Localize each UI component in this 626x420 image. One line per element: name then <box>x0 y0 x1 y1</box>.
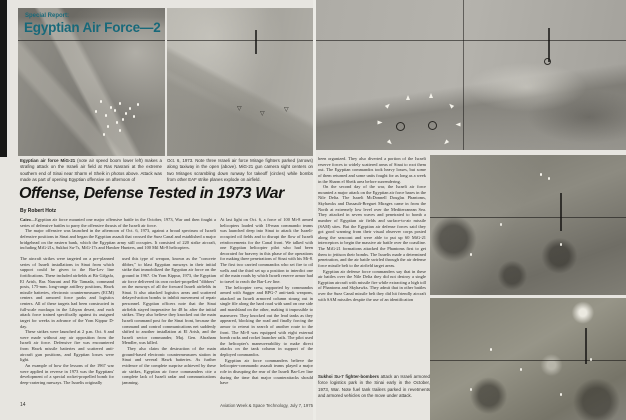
text-column-4 <box>318 156 426 370</box>
caption-lead-in: Egyptian air force MiG-21 <box>20 158 76 163</box>
paragraph: An example of how the lessons of the 1967 war were applied in reverse in 1973 was the Egyptians' development of a special rocket-propelled bomb for deep-cratering runways. The Israelis originally <box>20 362 114 385</box>
caption-text: (note air speed boom lower left) makes a strafing attack on the Israeli air field at Ras Nasrani at the extreme southern end of Sinai near Sharm el Sheik in photos above. Attack was made as part of opening Egyptian offensive on afternoon of <box>20 158 162 182</box>
arrow-marker-icon <box>429 93 433 98</box>
photo-mirages-parked <box>167 8 313 156</box>
light-specks <box>490 348 492 351</box>
lead-paragraphs <box>20 217 216 254</box>
circle-marker-icon <box>544 58 551 65</box>
photo-guncamera-scramble <box>316 0 626 150</box>
series-title: Egyptian Air Force—2 <box>24 20 161 35</box>
journal-footer: Aviation Week & Space Technology, July 7, 1975 <box>220 403 313 408</box>
paragraph: The major offensive was launched in the afternoon of Oct. 6, 1973, against a broad spectrum of Israeli defensive positions in Sinai and began the Egyptian assault that crossed the Suez Canal and established a major bridgehead on the eastern bank, which the Egyptian army still occupies. It consisted of 220 strike aircraft, including MiG-21s, Sukhoi Su-7s, MiG-17s and Hawker Hunters, and 100 Mil Mi-8 helicopters. <box>20 228 216 251</box>
tracer-specks <box>110 106 112 109</box>
kicker: Special Report: <box>25 13 70 19</box>
page-number: 14 <box>20 402 26 408</box>
caption-mig21-continued: Oct. 6, 1973. Note three Israeli air force Mirage fighters parked (arrows) along taxiway in the open (above). MiG-21 gun camera sight centers on two Mirages scrambling down runway for takeoff (circles) while bombs from other EAF strike planes explode on airfield. <box>167 158 313 182</box>
arrow-marker-icon <box>387 139 393 145</box>
reticle-tick <box>548 28 550 62</box>
paragraph: used this type of weapon, known as the "concrete dibber," to blast Egyptian runways in their initial strike that immobilized the Egyptian air force on the ground in 1967. On Yom Kippur, 1973, the Egyptian air force delivered its own rocket-propelled "dibbers" on the runways of all the forward Israeli airfields in Sinai. It also attacked logistics areas and scattered delayed-action bombs to inhibit movement of repair personnel. Egyptian officers note that the Sinai airfields stayed inoperative for 48 hr. after the initial strikes. They also believe they knocked out the main Israeli command post for the Sinai front, because the command and control communications net suddenly shifted to another installation at El Arish, and the Israeli sector commander, Maj. Gen. Abraham Mendler, was killed. <box>122 256 216 346</box>
paragraph: been organized. They also diverted a portion of the Israeli reserve forces to widely scattered areas of Sinai to root them out. The Egyptian commandos took heavy losses, but some of them returned and some units fought for as long as a week in the Sharm el Sheik area before surrendering. <box>318 156 426 184</box>
paragraph: The helicopter crew, supported by commandos armed with Sagger and RPG-7 anti-tank weapons, attacked an Israeli armored column strung out in single file along the hard road with sand on one side and marshland on the other, making it impossible to maneuver. They knocked out the lead tanks as they appeared, blocking the road and finally forcing the armor to retreat in search of another route to the front. The Mi-8 was equipped with eight external bomb racks and rocket launcher rails. The pilot used the helicopter's maneuverability to make direct attacks on the tank column in support of the deployed commandos. <box>220 284 313 357</box>
arrow-marker-icon: ▽ <box>260 110 265 117</box>
paragraph: They also claim the destruction of the main ground-based electronic countermeasures station in Sinai and several Hawk batteries. As further evidence of the complete surprise achieved by these air strikes, Egyptian air force commanders cite a complete lack of Israeli radar and communications jamming. <box>122 346 216 385</box>
caption-mig21 <box>20 158 162 184</box>
byline: By Robert Hotz <box>20 208 57 214</box>
reticle-line <box>316 40 626 41</box>
reticle-line <box>430 217 626 218</box>
reticle-line <box>430 360 626 361</box>
arrow-marker-icon <box>443 139 449 145</box>
reticle-tick <box>560 193 562 231</box>
arrow-marker-icon: ▽ <box>237 105 242 112</box>
arrow-marker-icon <box>456 123 461 127</box>
text-column-1 <box>20 256 114 400</box>
paragraph: Egyptian air defense force commanders say that in these air battles over the Nile Delta they did not destroy a single Egyptian aircraft with missile fire while extracting a high toll of Phantoms and Skyhawks. They admit that in other battles over the Suez Canal missile belt they did hit friendly aircraft with SAM missiles despite the use of an identification <box>318 268 426 302</box>
arrow-marker-icon <box>385 102 391 108</box>
light-specks <box>540 173 542 176</box>
paragraph: The aircraft strikes were targeted on a pre-planned series of Israeli installations in Sinai from which support could be given to the Bar-Lev line fortifications. These included airfields at Bir Gifgafa, El Arish, Ras Nasrani and Bir Tamada, command posts, 175-mm. long-range artillery positions, Hawk missile batteries, electronic countermeasures (ECM) centers and armored force parks and logistics centers. All of these targets had been constructed in full-scale mockups in the Libyan desert, and each attack force trained specifically against its assigned target for weeks in advance of the Yom Kippur D-day. <box>20 256 114 329</box>
paragraph <box>20 217 216 228</box>
reticle-tick <box>585 328 587 364</box>
article-headline: Offense, Defense Tested in 1973 War <box>19 185 284 202</box>
dateline: Cairo <box>20 217 31 222</box>
photo-su7-strike-1 <box>430 155 626 295</box>
caption-text: attack an Israeli armored force logistics park in the Sinai early in the October, 1973, War. Note fuel tank trailers parked in revetments and armored vehicles on the move under attack. <box>318 374 430 398</box>
photo-mig21-strafing-attack <box>18 8 165 156</box>
paragraph: Egyptian air force commanders believe the helicopter-commando assault teams played a major role in disrupting the rear of the Israeli Bar-Lev line during the time that major counterattacks should have <box>220 357 313 386</box>
caption-sukhoi <box>318 374 430 408</box>
arrow-marker-icon <box>448 102 454 108</box>
scan-edge <box>0 0 7 157</box>
paragraph: At last light on Oct. 6, a force of 100 Mi-8 armed helicopters loaded with 18-man commando teams was launched deep into Sinai to attack the Israeli-occupied oil fields and to disrupt the flow of Israeli reinforcements for the Canal front. We talked with one Egyptian helicopter pilot who had been decorated for bravery in this phase of the operations for making three penetrations of Sinai with his Mi-8. The first two carried commandos who set fire to oil wells and the third set up a position to interdict one of the main roads by which Israeli reserve armor had to travel to reach the Bar-Lev line. <box>220 217 313 284</box>
text-column-3 <box>220 217 313 400</box>
paragraph-text: —Egyptian air force mounted one major offensive battle in the October, 1973, War and then fought a series of defensive battles to parry the offensive thrusts of the Israeli air force. <box>20 217 216 228</box>
photo-su7-strike-2 <box>430 298 626 420</box>
arrow-marker-icon <box>406 95 410 100</box>
reticle-line <box>463 0 464 150</box>
caption-lead-in: Sukhoi Su-7 fighter-bombers <box>318 374 379 379</box>
paragraph: These strikes were launched at 2 p.m. Oct. 6 and were made without any air opposition from the Israeli air force. Defensive fire was encountered from Hawk missile batteries and scattered anti-aircraft gun positions, and Egyptian losses were light. <box>20 329 114 363</box>
paragraph: On the second day of the war, the Israeli air force mounted a major attack on the Egyptian air force bases in the Nile Delta. The Israeli McDonnell Douglas Phantoms, Skyhawks and Dassault-Breguet Mirages came in from the North at extremely low level over the Mediterranean Sea. They attacked in seven waves and penetrated to bomb a number of Egyptian air fields and surface-to-air missile (SAM) sites. But the Egyptian air defense forces said they got good warning from their visual observer corps posted along the seacoast and were able to put up 60 MiG-21 interceptors to begin the massive air battle over the coastline. The MiG-21 formations attacked the Phantoms first to get them to jettison their bombs. The Israelis made a determined penetration, and the air battle swirled through the air defense force missile belt to the airfield target areas. <box>318 184 426 268</box>
reticle-line <box>167 40 313 41</box>
arrow-marker-icon <box>378 121 383 125</box>
reticle-line <box>18 40 165 41</box>
reticle-tick <box>255 30 257 54</box>
circle-marker-icon <box>396 122 405 131</box>
circle-marker-icon <box>428 121 437 130</box>
arrow-marker-icon: ▽ <box>284 106 289 113</box>
text-column-2 <box>122 256 216 400</box>
